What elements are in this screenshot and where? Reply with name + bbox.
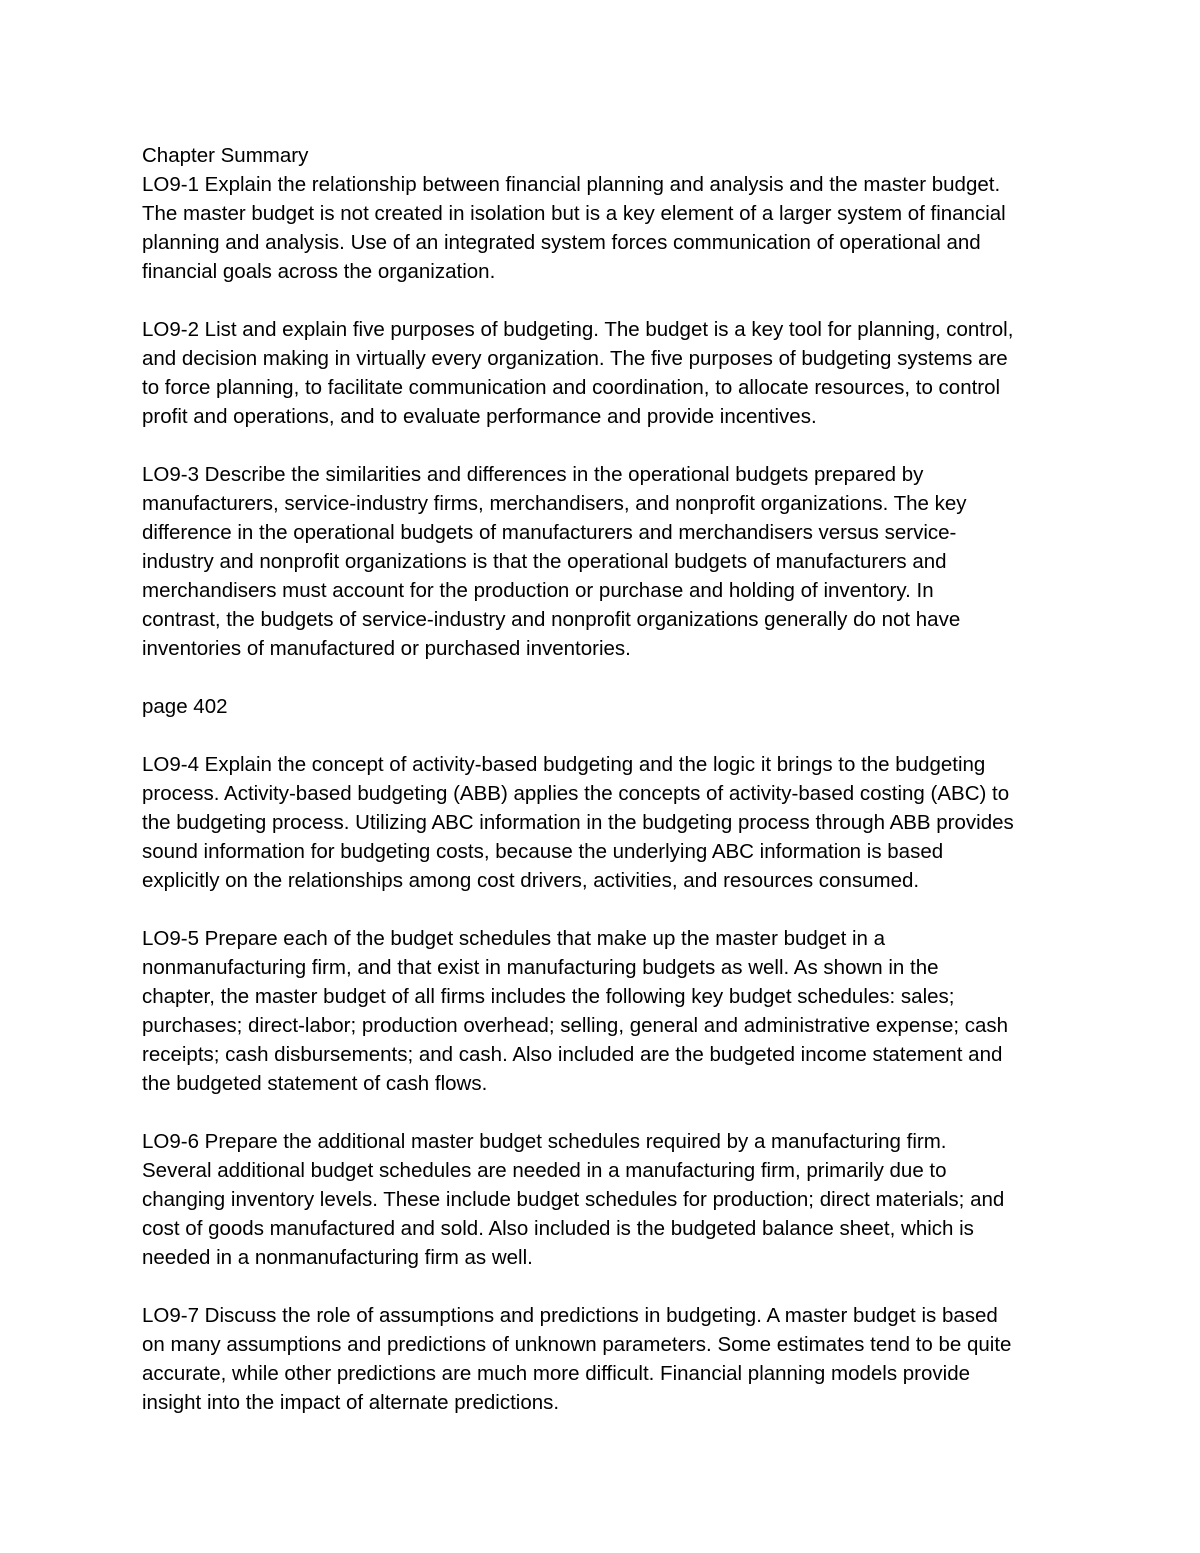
lo9-4-paragraph: LO9-4 Explain the concept of activity-based budgeting and the logic it brings to the budgeting process. Activity-based budgeting (ABB) applies the concepts of activity-based costing (ABC) to the budgeting process. Utilizing ABC information in the budgeting process through ABB provides sound information for budgeting costs, because the underlying ABC information is based explicitly on the relationships among cost drivers, activities, and resources consumed. bbox=[142, 753, 1014, 892]
lo9-5-paragraph: LO9-5 Prepare each of the budget schedules that make up the master budget in a nonmanufacturing firm, and that exist in manufacturing budgets as well. As shown in the chapter, the master budget of all firms includes the following key budget schedules: sales; purchases; direct-labor; production overhead; selling, general and administrative expense; cash receipts; cash disbursements; and cash. Also included are the budgeted income statement and the budgeted statement of cash flows. bbox=[142, 927, 1009, 1095]
page-number-marker: page 402 bbox=[142, 695, 228, 718]
lo9-3-paragraph: LO9-3 Describe the similarities and differences in the operational budgets prepared by manufacturers, service-industry firms, merchandisers, and nonprofit organizations. The key difference in the operational budgets of manufacturers and merchandisers versus service- industry and nonprofit organizations is that the operational budgets of manufacturers and merchandisers must account for the production or purchase and holding of inventory. In contrast, the budgets of service-industry and nonprofit organizations generally do not have inventories of manufactured or purchased inventories. bbox=[142, 463, 967, 660]
lo9-7-paragraph: LO9-7 Discuss the role of assumptions and predictions in budgeting. A master budget is based on many assumptions and predictions of unknown parameters. Some estimates tend to be quite accurate, while other predictions are much more difficult. Financial planning models provide insight into the impact of alternate predictions. bbox=[142, 1304, 1012, 1414]
chapter-summary-heading: Chapter Summary bbox=[142, 144, 309, 167]
lo9-1-paragraph: LO9-1 Explain the relationship between financial planning and analysis and the master budget. The master budget is not created in isolation but is a key element of a larger system of financial planning and analysis. Use of an integrated system forces communication of operational and financial goals across the organization. bbox=[142, 173, 1006, 283]
lo9-2-paragraph: LO9-2 List and explain five purposes of budgeting. The budget is a key tool for planning, control, and decision making in virtually every organization. The five purposes of budgeting systems are to force planning, to facilitate communication and coordination, to allocate resources, to control profit and operations, and to evaluate performance and provide incentives. bbox=[142, 318, 1014, 428]
document-body bbox=[142, 141, 1062, 1446]
lo9-6-paragraph: LO9-6 Prepare the additional master budget schedules required by a manufacturing firm. Several additional budget schedules are needed in a manufacturing firm, primarily due to changing inventory levels. These include budget schedules for production; direct materials; and cost of goods manufactured and sold. Also included is the budgeted balance sheet, which is needed in a nonmanufacturing firm as well. bbox=[142, 1130, 1005, 1269]
